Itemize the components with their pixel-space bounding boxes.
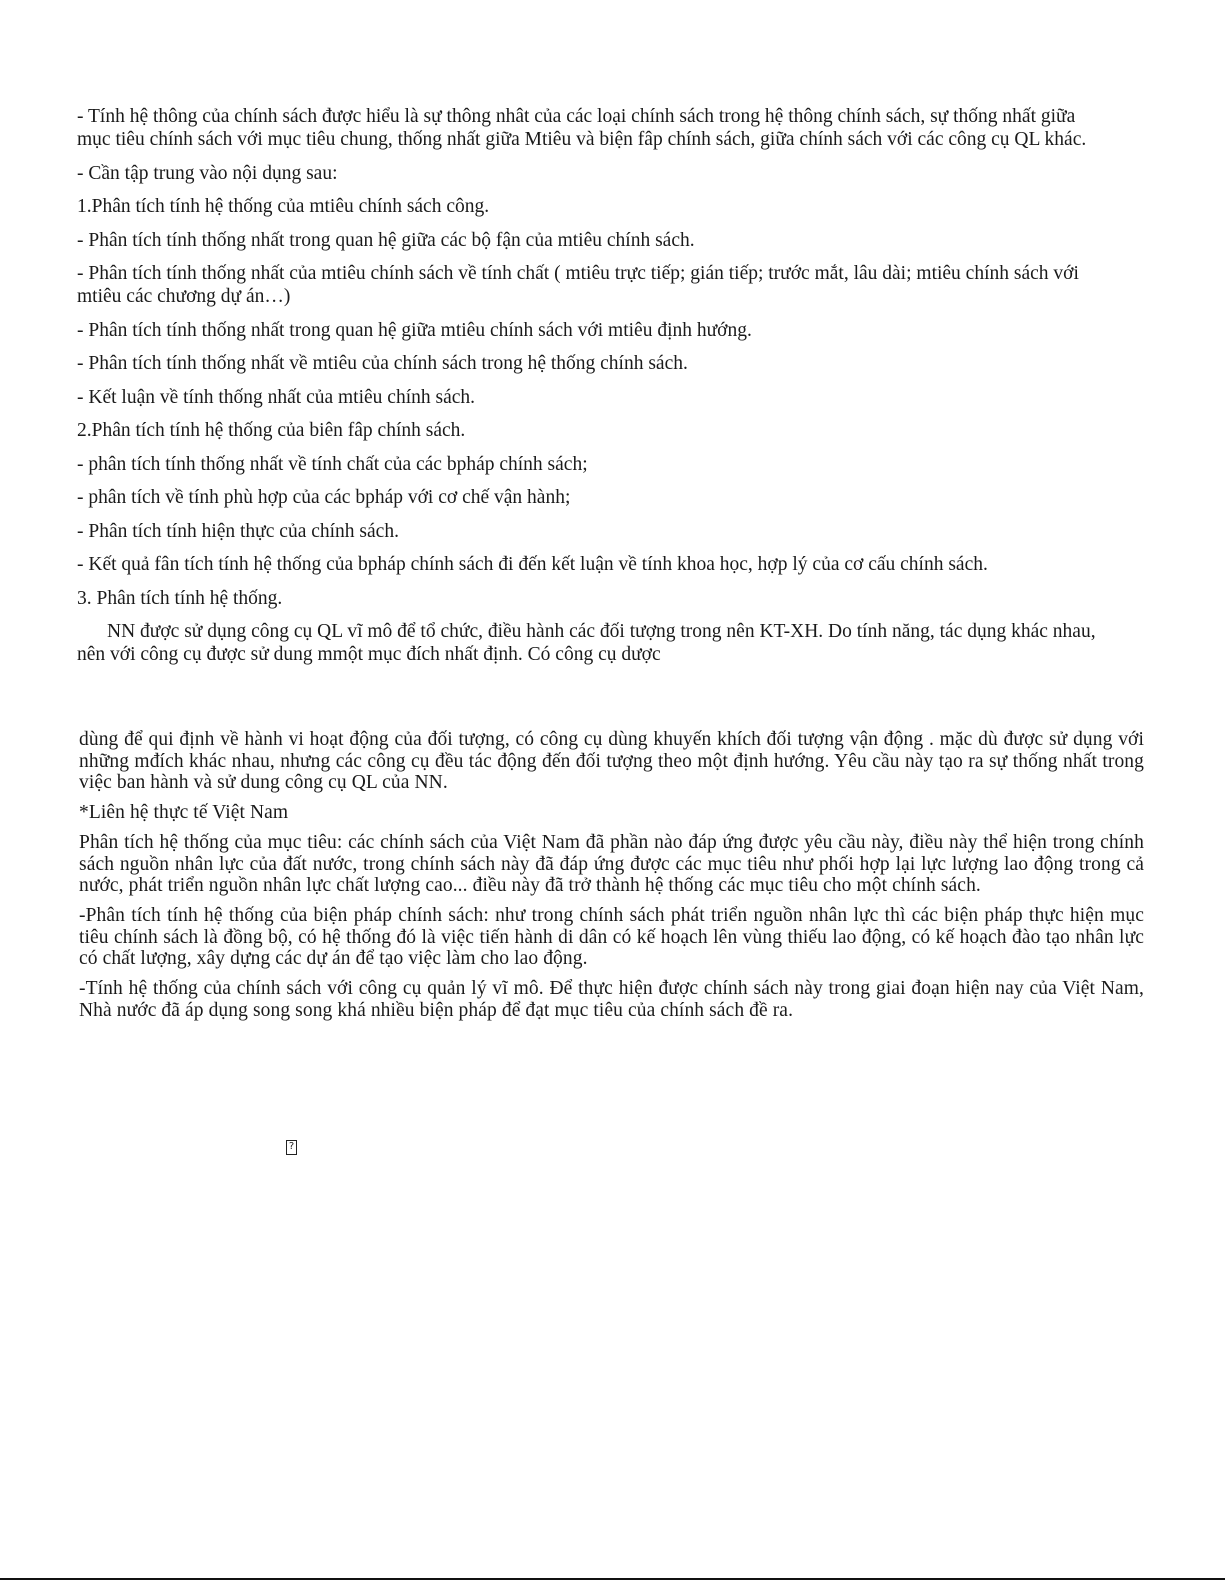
list-item: - Phân tích tính thống nhất của mtiêu chính sách về tính chất ( mtiêu trực tiếp; gián tiếp; trước mắt, lâu dài; mtiêu chính sách với mtiêu các chương dự án…) <box>77 263 1079 307</box>
missing-glyph-box: ? <box>286 1140 297 1155</box>
paragraph-definition: - Tính hệ thông của chính sách được hiểu là sự thông nhât của các loại chính sách trong hệ thông chính sách, sự thống nhất giữa mục tiêu chính sách với mục tiêu chung, thống nhất giữa Mtiêu và biện fâp chính sách, giữa chính sách với các công cụ QL khác. <box>77 106 1087 150</box>
heading-vietnam-practice: *Liên hệ thực tế Việt Nam <box>79 802 289 824</box>
list-item: - phân tích về tính phù hợp của các bpháp với cơ chế vận hành; <box>77 487 571 508</box>
heading-objectives: 1.Phân tích tính hệ thống của mtiêu chính sách công. <box>77 196 490 217</box>
list-item: - Phân tích tính thống nhất trong quan hệ giữa mtiêu chính sách với mtiêu định hướng. <box>77 319 752 341</box>
list-item: - phân tích tính thống nhất về tính chất của các bpháp chính sách; <box>77 453 588 475</box>
list-item: - Kết luận về tính thống nhất của mtiêu chính sách. <box>77 386 476 408</box>
heading-system-analysis: 3. Phân tích tính hệ thống. <box>77 587 283 609</box>
list-item: - Phân tích tính thống nhất trong quan hệ giữa các bộ fận của mtiêu chính sách. <box>77 229 695 251</box>
page-bottom-rule <box>0 1578 1225 1580</box>
paragraph-measures-vietnam: -Phân tích tính hệ thống của biện pháp chính sách: như trong chính sách phát triển nguồn nhân lực thì các biện pháp thực hiện mục tiêu chính sách là đồng bộ, có hệ thống đó là việc tiến hành di dân có kế hoạch lên vùng thiếu lao động, có kế hoạch đào tạo nhân lực có chất lượng, xây dựng các dự án để tạo việc làm cho lao động. <box>79 904 1144 970</box>
paragraph-focus: - Cần tập trung vào nội dụng sau: <box>77 162 338 184</box>
document-section-b <box>79 729 1144 1029</box>
list-item: - Phân tích tính thống nhất về mtiêu của chính sách trong hệ thống chính sách. <box>77 353 688 374</box>
heading-measures: 2.Phân tích tính hệ thống của biên fâp chính sách. <box>77 420 466 441</box>
paragraph-macro-tools-vietnam: -Tính hệ thống của chính sách với công cụ quản lý vĩ mô. Để thực hiện được chính sách này trong giai đoạn hiện nay của Việt Nam, Nhà nước đã áp dụng song song khá nhiều biện pháp để đạt mục tiêu của chính sách đề ra. <box>79 978 1144 1021</box>
document-section-a <box>77 105 1097 677</box>
paragraph-objectives-vietnam: Phân tích hệ thống của mục tiêu: các chính sách của Việt Nam đã phần nào đáp ứng được yêu cầu này, điều này thể hiện trong chính sách nguồn nhân lực của đất nước, trong chính sách này đã đáp ứng được các mục tiêu như phối hợp lại lực lượng lao động trong cả nước, phát triển nguồn nhân lực chất lượng cao... điều này đã trở thành hệ thống các mục tiêu cho một chính sách. <box>79 831 1144 897</box>
paragraph-state-tools: NN được sử dụng công cụ QL vĩ mô để tổ chức, điều hành các đối tượng trong nên KT-XH. Do tính năng, tác dụng khác nhau, nên với công cụ được sử dung mmột mục đích nhất định. Có công cụ dược <box>77 621 1096 665</box>
list-item: - Kết quả fân tích tính hệ thống của bpháp chính sách đi đến kết luận về tính khoa học, hợp lý của cơ cấu chính sách. <box>77 554 988 575</box>
list-item: - Phân tích tính hiện thực của chính sách. <box>77 520 399 542</box>
paragraph-tools-continued: dùng để qui định về hành vi hoạt động của đối tượng, có công cụ dùng khuyến khích đối tượng vận động . mặc dù được sử dụng với những mđích khác nhau, nhưng các công cụ đều tác động đến đối tượng theo một định hướng. Yêu cầu này tạo ra sự thống nhất trong việc ban hành và sử dung công cụ QL của NN. <box>79 729 1144 794</box>
